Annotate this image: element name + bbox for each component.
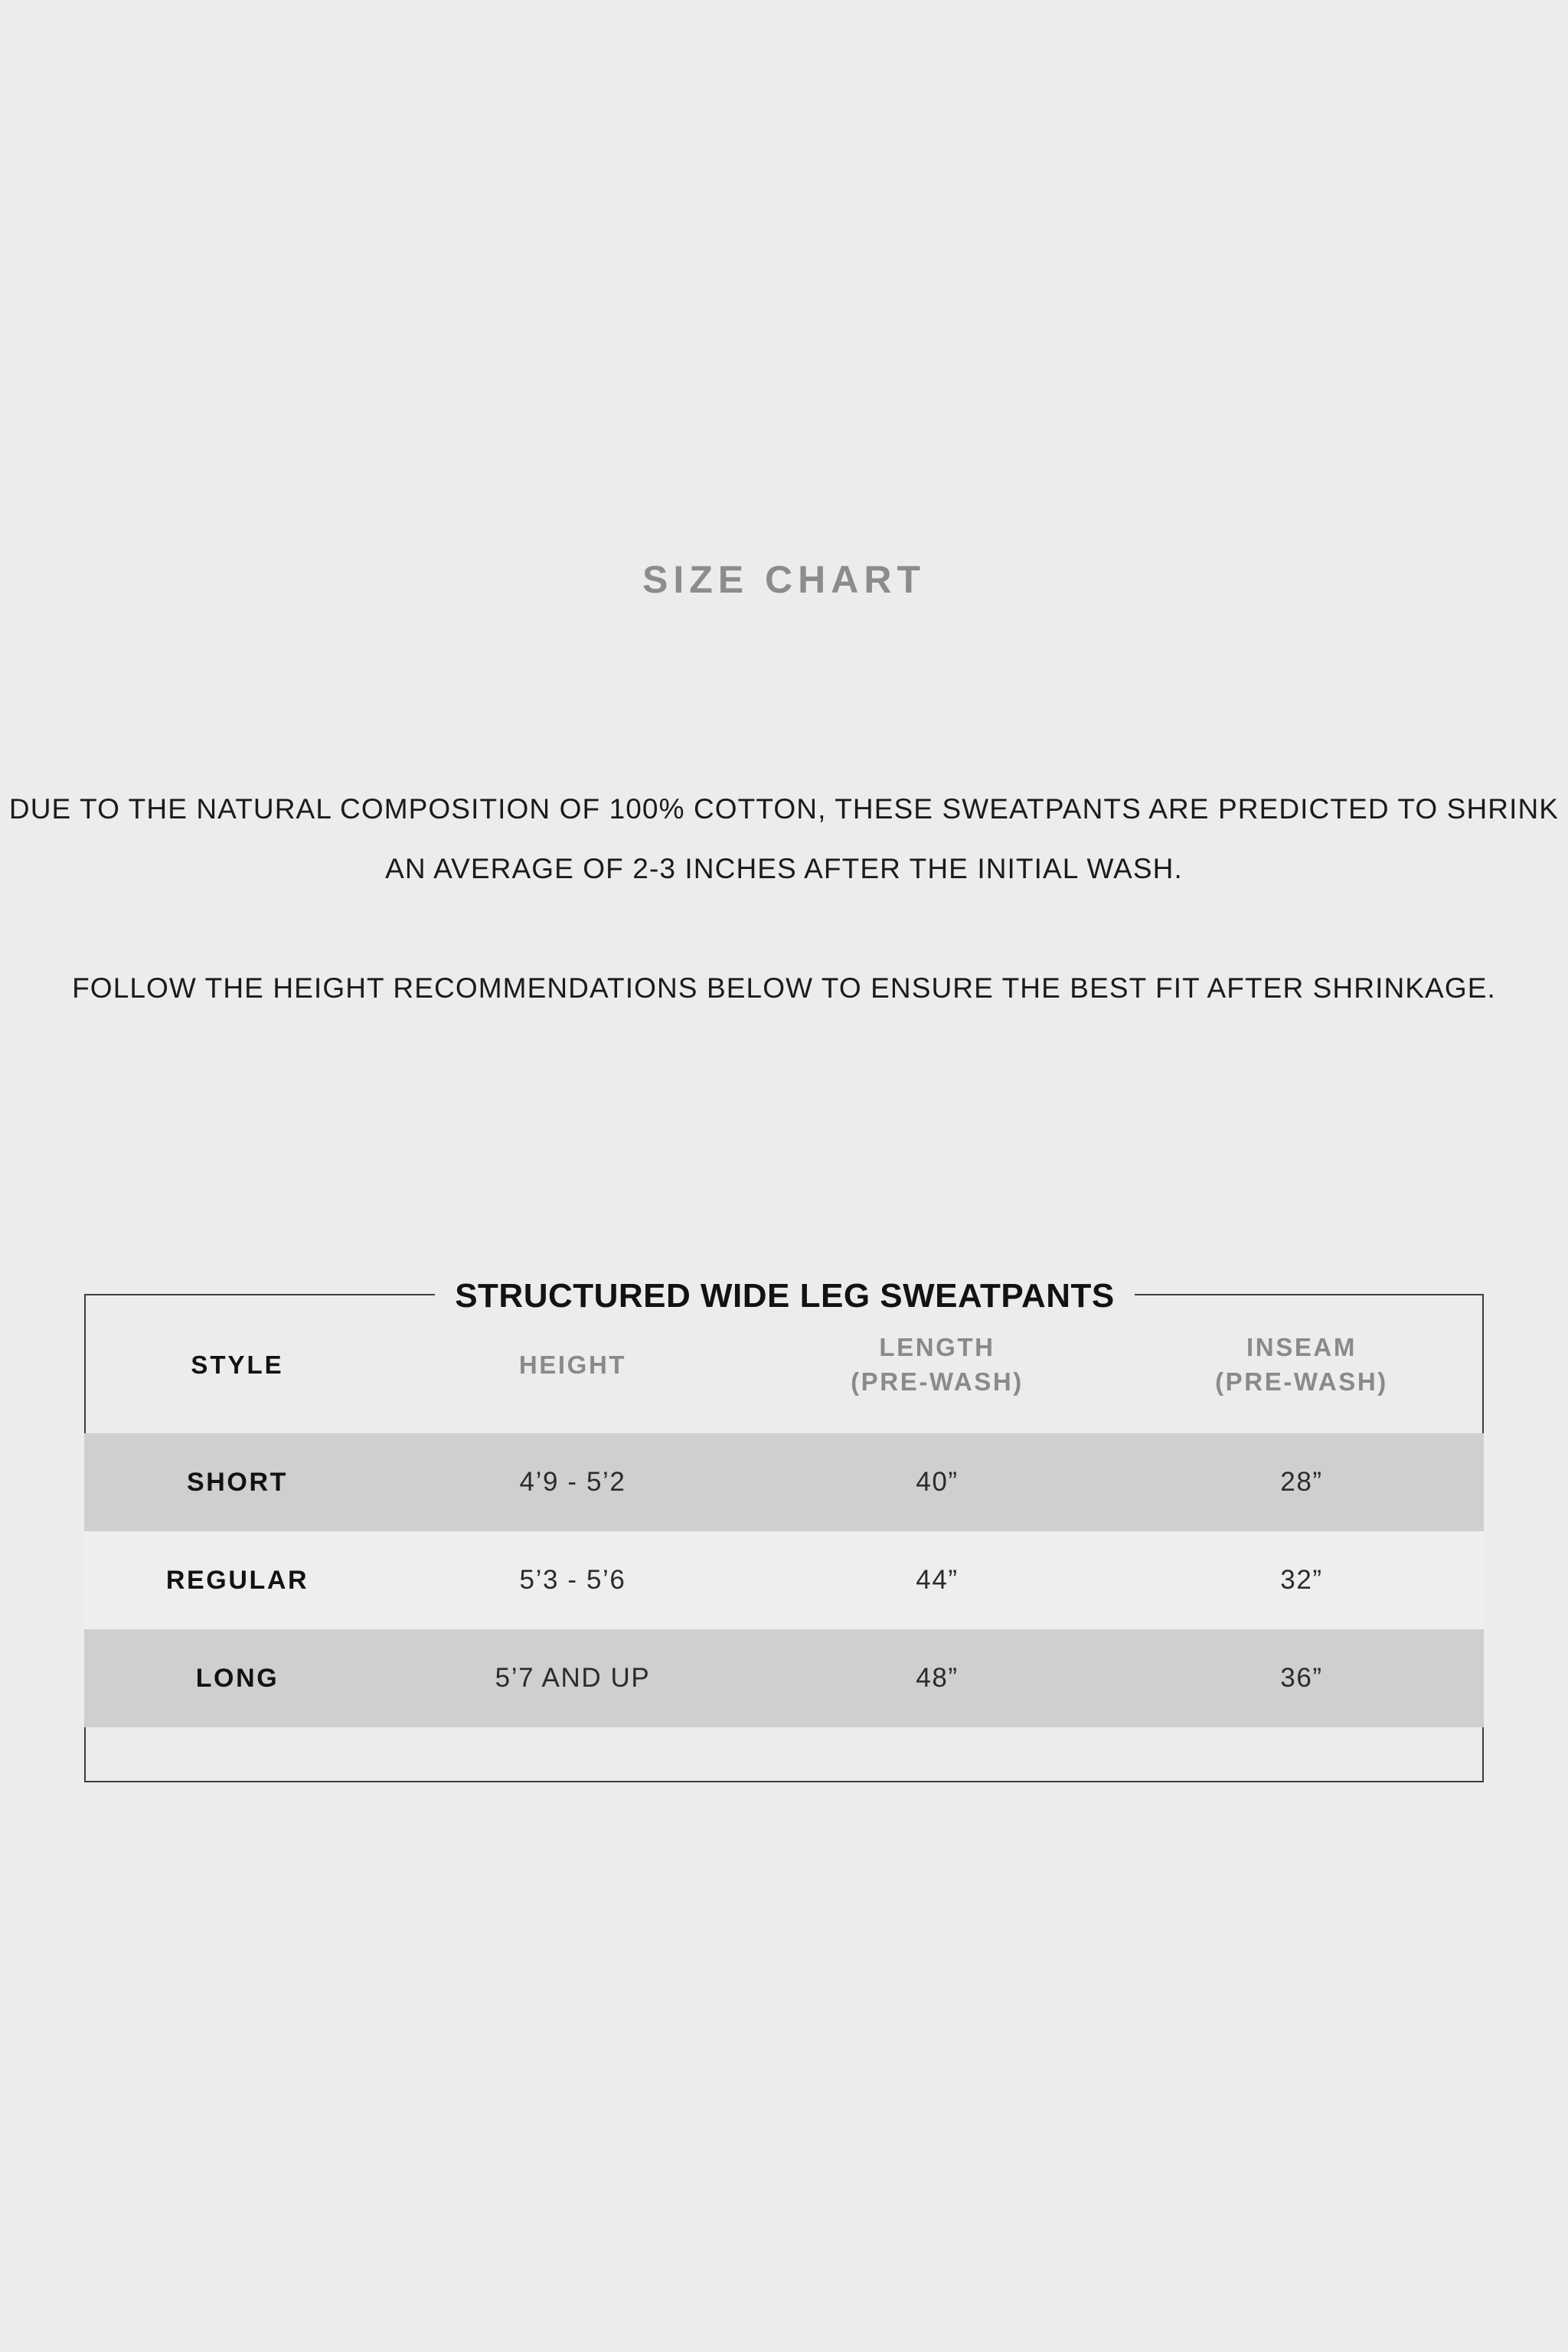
cell-style: REGULAR bbox=[84, 1531, 390, 1629]
column-header-inseam-line2: (PRE-WASH) bbox=[1215, 1367, 1388, 1396]
cell-height: 4’9 - 5’2 bbox=[390, 1433, 755, 1531]
table-row bbox=[84, 1433, 1484, 1531]
paragraph-spacer bbox=[0, 899, 1568, 959]
cell-style: LONG bbox=[84, 1629, 390, 1727]
table-header bbox=[84, 1295, 1484, 1433]
table-caption bbox=[84, 1277, 1485, 1315]
cell-length: 44” bbox=[755, 1531, 1119, 1629]
size-table-container bbox=[84, 1277, 1485, 1727]
column-header-length bbox=[755, 1295, 1119, 1433]
column-header-length-line1: LENGTH bbox=[879, 1333, 995, 1361]
cell-height: 5’7 AND UP bbox=[390, 1629, 755, 1727]
table-caption-text: STRUCTURED WIDE LEG SWEATPANTS bbox=[435, 1277, 1135, 1315]
column-header-height: HEIGHT bbox=[518, 1350, 627, 1379]
cell-inseam: 28” bbox=[1119, 1433, 1484, 1531]
cell-length: 40” bbox=[755, 1433, 1119, 1531]
intro-text-block bbox=[0, 779, 1568, 1018]
page-title: SIZE CHART bbox=[642, 558, 926, 601]
cell-inseam: 32” bbox=[1119, 1531, 1484, 1629]
intro-paragraph-2: FOLLOW THE HEIGHT RECOMMENDATIONS BELOW TO ENSURE THE BEST FIT AFTER SHRINKAGE. bbox=[72, 972, 1496, 1004]
table-header-row bbox=[84, 1295, 1484, 1433]
table-row bbox=[84, 1531, 1484, 1629]
column-header-length-line2: (PRE-WASH) bbox=[851, 1367, 1024, 1396]
cell-height: 5’3 - 5’6 bbox=[390, 1531, 755, 1629]
cell-inseam: 36” bbox=[1119, 1629, 1484, 1727]
column-header-style: STYLE bbox=[191, 1350, 284, 1379]
size-table bbox=[84, 1295, 1484, 1727]
cell-style: SHORT bbox=[84, 1433, 390, 1531]
intro-paragraph-1: DUE TO THE NATURAL COMPOSITION OF 100% COTTON, THESE SWEATPANTS ARE PREDICTED TO SHRINK AN AVERAGE OF 2-3 INCHES AFTER THE INITIAL WASH. bbox=[8, 793, 1560, 884]
column-header-inseam bbox=[1119, 1295, 1484, 1433]
cell-length: 48” bbox=[755, 1629, 1119, 1727]
table-row bbox=[84, 1629, 1484, 1727]
column-header-inseam-line1: INSEAM bbox=[1246, 1333, 1357, 1361]
table-body bbox=[84, 1433, 1484, 1727]
